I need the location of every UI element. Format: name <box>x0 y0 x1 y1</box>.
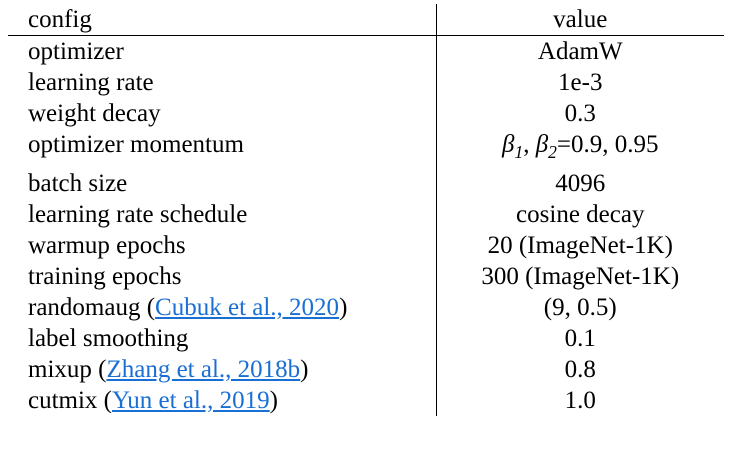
config-value-momentum <box>436 129 724 168</box>
config-value: 300 (ImageNet-1K) <box>481 263 680 290</box>
table-row <box>8 230 724 261</box>
mixup-prefix: mixup ( <box>28 356 107 383</box>
beta1-subscript: 1 <box>514 142 524 162</box>
table-row <box>8 67 724 98</box>
citation-link-cubuk[interactable]: Cubuk et al., 2020 <box>155 294 340 321</box>
table-row <box>8 199 724 230</box>
mixup-suffix: ) <box>300 356 309 383</box>
column-header-value: value <box>553 6 608 33</box>
config-value: 20 (ImageNet-1K) <box>487 232 673 259</box>
randomaug-suffix: ) <box>339 294 348 321</box>
config-name-cutmix <box>8 385 436 416</box>
momentum-values: =0.9, 0.95 <box>556 131 659 158</box>
config-name: warmup epochs <box>8 230 436 261</box>
beta2-symbol: β <box>535 131 549 158</box>
config-value: cosine decay <box>516 201 645 228</box>
table-row <box>8 168 724 199</box>
column-header-config: config <box>8 4 436 36</box>
config-value: AdamW <box>436 36 724 68</box>
config-name: training epochs <box>8 261 436 292</box>
config-value: 1.0 <box>564 387 596 414</box>
table-row <box>8 129 724 168</box>
config-name-mixup <box>8 354 436 385</box>
config-name-randomaug <box>8 292 436 323</box>
config-name: learning rate schedule <box>8 199 436 230</box>
cutmix-prefix: cutmix ( <box>28 387 113 414</box>
config-name: learning rate <box>8 67 436 98</box>
config-name: weight decay <box>8 98 436 129</box>
config-value: (9, 0.5) <box>543 294 617 321</box>
table-row <box>8 385 724 416</box>
hyperparameter-config-table <box>8 4 724 416</box>
randomaug-prefix: randomaug ( <box>28 294 156 321</box>
table-row <box>8 98 724 129</box>
comma-separator: , <box>523 131 536 158</box>
table-header-row <box>8 4 724 36</box>
table-row <box>8 292 724 323</box>
beta1-symbol: β <box>501 131 515 158</box>
table-body <box>8 36 724 417</box>
config-value: 0.3 <box>564 100 596 127</box>
config-value: 4096 <box>555 170 606 197</box>
config-name: optimizer <box>8 36 436 68</box>
config-name: batch size <box>8 168 436 199</box>
config-name: label smoothing <box>8 323 436 354</box>
config-name: optimizer momentum <box>8 129 436 168</box>
beta2-subscript: 2 <box>548 142 557 162</box>
table-row <box>8 36 724 68</box>
config-value: 0.1 <box>564 325 596 352</box>
citation-link-zhang[interactable]: Zhang et al., 2018b <box>106 356 301 383</box>
config-value: 1e-3 <box>558 69 603 96</box>
table-row <box>8 323 724 354</box>
config-value: 0.8 <box>564 356 596 383</box>
table-row <box>8 354 724 385</box>
cutmix-suffix: ) <box>269 387 278 414</box>
table-row <box>8 261 724 292</box>
table-header <box>8 4 724 36</box>
citation-link-yun[interactable]: Yun et al., 2019 <box>112 387 270 414</box>
